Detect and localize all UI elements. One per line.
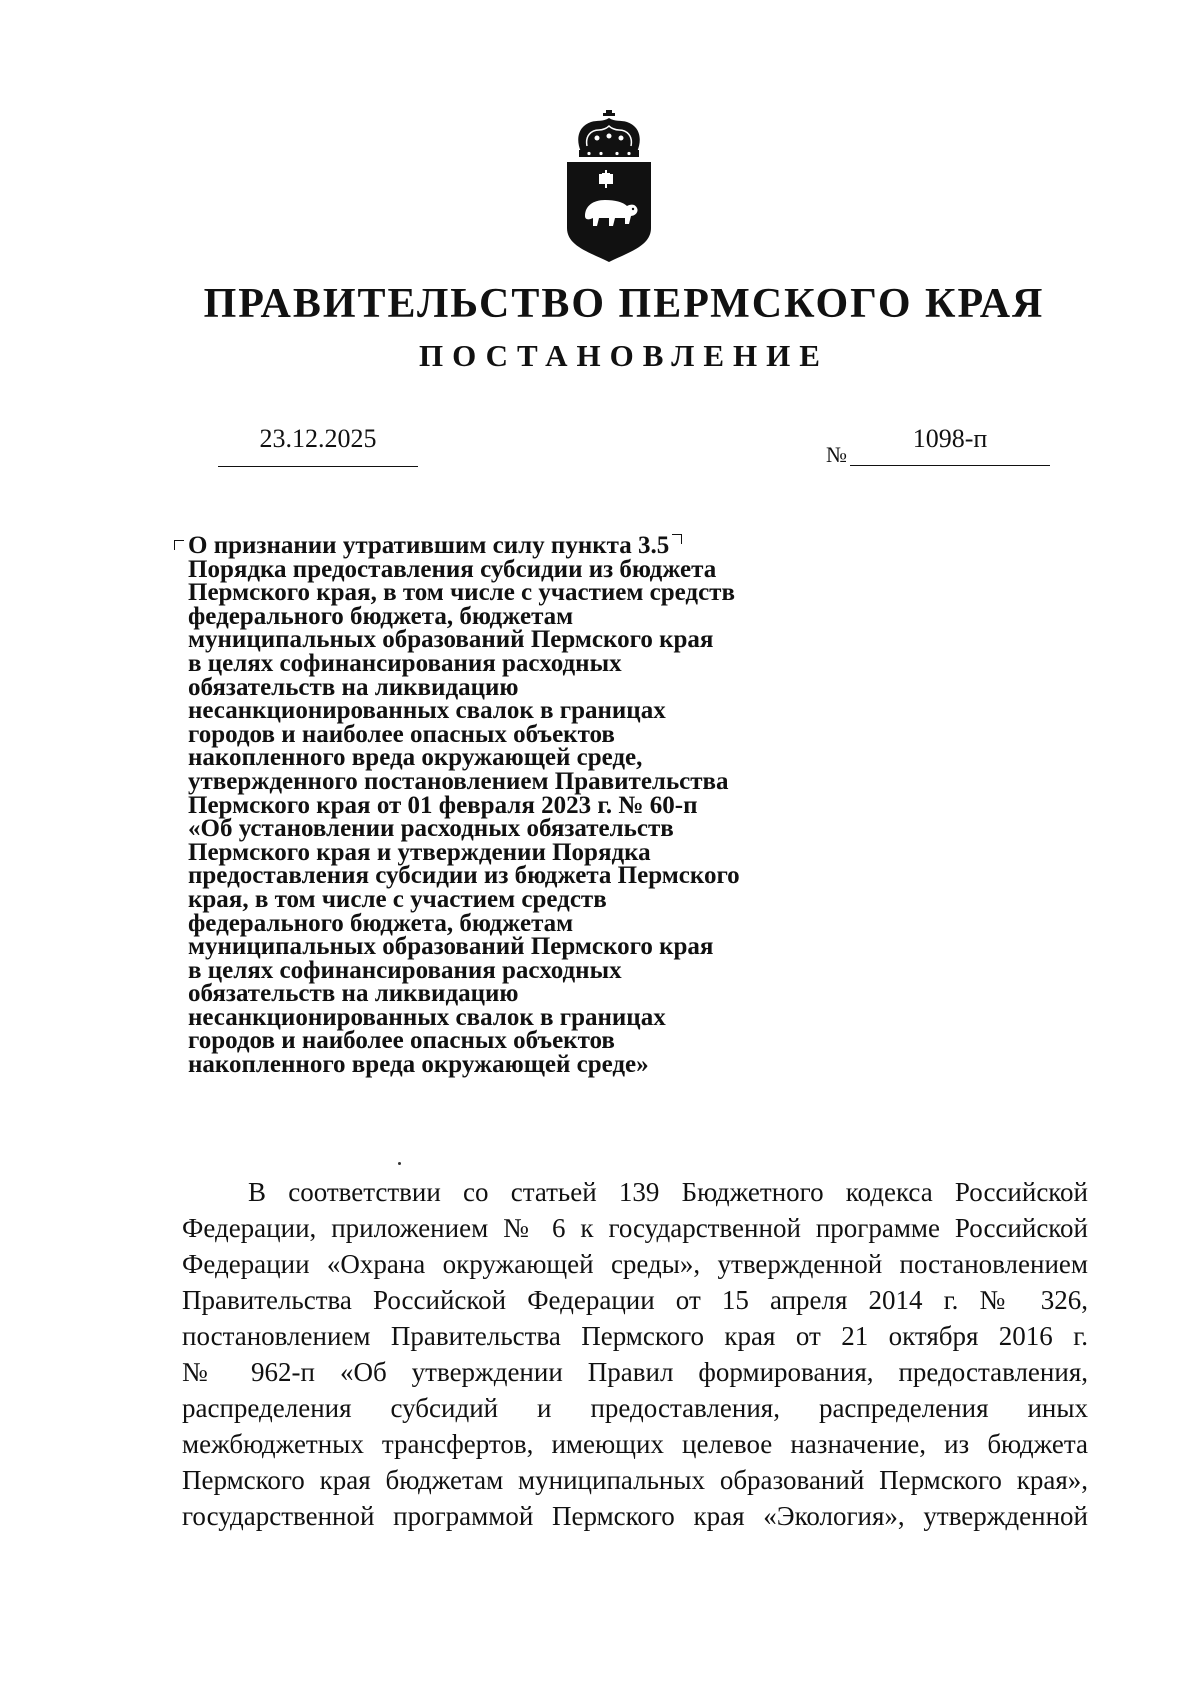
body-paragraph (182, 1174, 1088, 1534)
body-line: № 962-п «Об утверждении Правил формирования, предоставления, (182, 1357, 1088, 1387)
organization-name: ПРАВИТЕЛЬСТВО ПЕРМСКОГО КРАЯ (203, 281, 1045, 327)
title-line: предоставления субсидии из бюджета Пермского (188, 862, 740, 890)
body-line: постановлением Правительства Пермского края от 21 октября 2016 г. (182, 1321, 1088, 1351)
document-title (188, 534, 868, 1077)
document-date: 23.12.2025 (259, 424, 377, 453)
title-line: федерального бюджета, бюджетам (188, 909, 574, 937)
date-field (218, 420, 418, 467)
title-line: муниципальных образований Пермского края (188, 626, 714, 654)
title-corner-left (174, 540, 184, 550)
body-line: распределения субсидий и предоставления, распределения иных (182, 1393, 1088, 1423)
title-line: накопленного вреда окружающей среде, (188, 744, 643, 772)
body-line: Федерации, приложением № 6 к государственной программе Российской (182, 1213, 1088, 1243)
crown-icon (578, 110, 640, 157)
title-line: в целях софинансирования расходных (188, 956, 622, 984)
shield-icon (567, 162, 651, 262)
title-line: Пермского края, в том числе с участием средств (188, 579, 735, 607)
title-line: федерального бюджета, бюджетам (188, 602, 574, 630)
number-sign: № (826, 442, 847, 467)
title-line: городов и наиболее опасных объектов (188, 720, 615, 748)
body-line: Правительства Российской Федерации от 15 апреля 2014 г. № 326, (182, 1285, 1088, 1315)
title-line: О признании утратившим силу пункта 3.5 (188, 532, 670, 559)
title-line: края, в том числе с участием средств (188, 885, 607, 913)
body-line: Пермского края бюджетам муниципальных образований Пермского края», (182, 1465, 1088, 1495)
title-line: обязательств на ликвидацию (188, 673, 519, 701)
title-line: Порядка предоставления субсидии из бюджета (188, 555, 717, 583)
document-type: ПОСТАНОВЛЕНИЕ (419, 338, 829, 373)
title-line: накопленного вреда окружающей среде» (188, 1051, 649, 1079)
document-number: 1098-п (912, 424, 988, 453)
number-field (850, 420, 1050, 466)
coat-of-arms-icon (563, 108, 655, 264)
title-line: Пермского края от 01 февраля 2023 г. № 60-п (188, 791, 698, 819)
title-line: «Об установлении расходных обязательств (188, 815, 674, 843)
title-line: муниципальных образований Пермского края (188, 933, 714, 961)
body-line: государственной программой Пермского края «Экология», утвержденной (182, 1501, 1088, 1531)
body-line: межбюджетных трансфертов, имеющих целевое назначение, из бюджета (182, 1429, 1088, 1459)
title-line: обязательств на ликвидацию (188, 980, 519, 1008)
title-line: городов и наиболее опасных объектов (188, 1027, 615, 1055)
title-line: Пермского края и утверждении Порядка (188, 838, 651, 866)
title-line: в целях софинансирования расходных (188, 649, 622, 677)
scan-speck (398, 1162, 401, 1165)
body-line: Федерации «Охрана окружающей среды», утвержденной постановлением (182, 1249, 1088, 1279)
title-line: несанкционированных свалок в границах (188, 697, 666, 725)
title-line: утвержденного постановлением Правительства (188, 767, 729, 795)
body-line: В соответствии со статьей 139 Бюджетного кодекса Российской (248, 1177, 1088, 1207)
title-line: несанкционированных свалок в границах (188, 1003, 666, 1031)
